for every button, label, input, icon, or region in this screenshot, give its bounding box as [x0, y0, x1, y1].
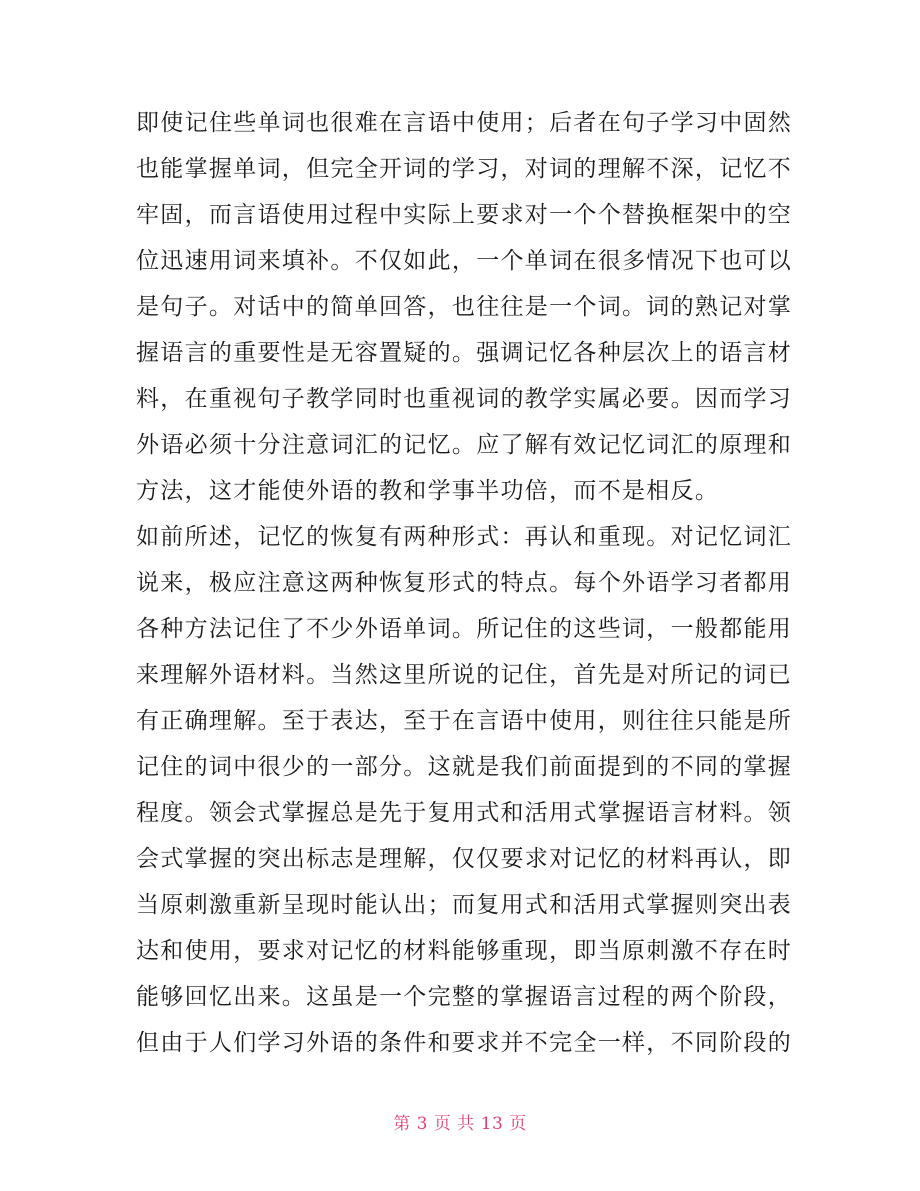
paragraph [136, 100, 793, 514]
text-line: 位迅速用词来填补。不仅如此，一个单词在很多情况下也可以 [136, 248, 793, 274]
text-line: 程度。领会式掌握总是先于复用式和活用式掌握语言材料。领 [136, 800, 793, 826]
text-line: 达和使用，要求对记忆的材料能够重现，即当原刺激不存在时 [136, 938, 793, 964]
text-line: 牢固，而言语使用过程中实际上要求对一个个替换框架中的空 [136, 202, 793, 228]
paragraph [136, 514, 793, 1066]
document-body [136, 100, 793, 1066]
text-line: 方法，这才能使外语的教和学事半功倍，而不是相反。 [136, 478, 720, 504]
text-line: 有正确理解。至于表达，至于在言语中使用，则往往只能是所 [136, 708, 793, 734]
text-line: 当原刺激重新呈现时能认出；而复用式和活用式掌握则突出表 [136, 892, 793, 918]
text-line: 能够回忆出来。这虽是一个完整的掌握语言过程的两个阶段， [136, 984, 793, 1010]
text-line: 握语言的重要性是无容置疑的。强调记忆各种层次上的语言材 [136, 340, 793, 366]
text-line: 说来，极应注意这两种恢复形式的特点。每个外语学习者都用 [136, 570, 793, 596]
text-line: 料，在重视句子教学同时也重视词的教学实属必要。因而学习 [136, 386, 793, 412]
page-footer [0, 1112, 920, 1136]
text-line: 来理解外语材料。当然这里所说的记住，首先是对所记的词已 [136, 662, 793, 688]
text-line: 也能掌握单词，但完全开词的学习，对词的理解不深，记忆不 [136, 156, 793, 182]
text-line: 外语必须十分注意词汇的记忆。应了解有效记忆词汇的原理和 [136, 432, 793, 458]
text-line: 会式掌握的突出标志是理解，仅仅要求对记忆的材料再认，即 [136, 846, 793, 872]
text-line: 如前所述，记忆的恢复有两种形式：再认和重现。对记忆词汇 [136, 524, 793, 550]
text-line: 是句子。对话中的简单回答，也往往是一个词。词的熟记对掌 [136, 294, 793, 320]
page-number-label: 第 3 页 共 13 页 [393, 1114, 527, 1134]
text-line: 但由于人们学习外语的条件和要求并不完全一样，不同阶段的 [136, 1030, 793, 1056]
text-line: 即使记住些单词也很难在言语中使用；后者在句子学习中固然 [136, 110, 793, 136]
text-line: 记住的词中很少的一部分。这就是我们前面提到的不同的掌握 [136, 754, 793, 780]
text-line: 各种方法记住了不少外语单词。所记住的这些词，一般都能用 [136, 616, 793, 642]
